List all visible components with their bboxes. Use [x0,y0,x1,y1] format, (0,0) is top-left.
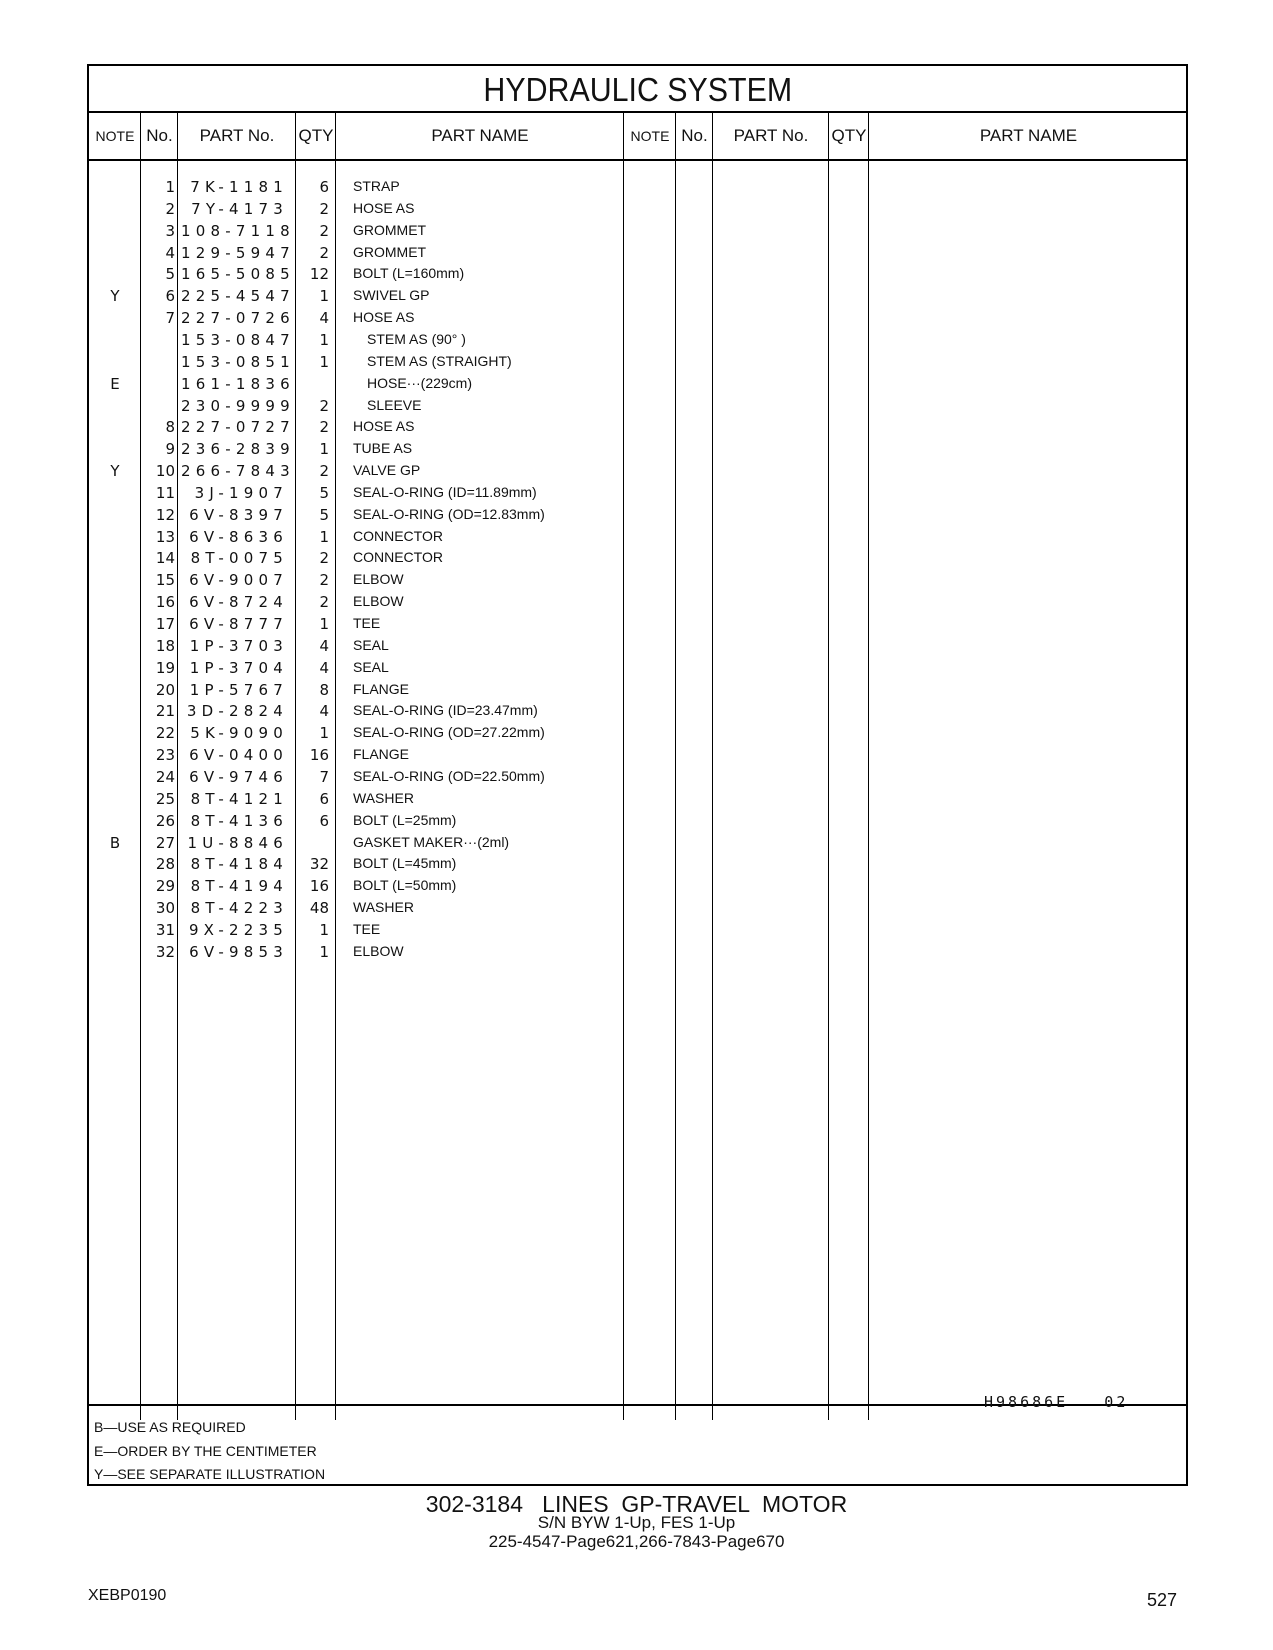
row-part-name: TUBE AS [353,440,413,457]
row-note: Y [110,287,120,306]
row-item-number: 24 [155,767,175,786]
legend-e: E—ORDER BY THE CENTIMETER [94,1443,317,1459]
row-item-number: 3 [165,221,175,240]
row-item-number: 26 [155,811,175,830]
row-part-number: 236-2839 [181,440,295,459]
row-item-number: 5 [165,265,175,284]
table-row [89,637,1186,659]
row-quantity: 16 [309,877,329,896]
row-part-name: GASKET MAKER···(2ml) [353,833,510,850]
row-quantity: 32 [309,855,329,874]
row-quantity: 5 [319,505,329,524]
row-part-name: STEM AS (90° ) [367,330,466,347]
row-part-name: GROMMET [353,243,427,260]
row-quantity: 7 [319,767,329,786]
table-row [89,855,1186,877]
table-row [89,353,1186,375]
row-quantity: 12 [309,265,329,284]
table-row [89,418,1186,440]
table-row [89,768,1186,790]
row-part-number: 108-7118 [181,221,295,240]
row-part-number: 8T-4136 [190,811,288,830]
row-part-number: 153-0851 [181,352,295,371]
row-part-name: GROMMET [353,221,427,238]
row-item-number: 8 [165,418,175,437]
header-note-left: NOTE [95,128,135,144]
header-no-left: No. [146,126,173,145]
row-quantity: 2 [319,221,329,240]
row-part-number: 153-0847 [181,330,295,349]
table-row [89,222,1186,244]
row-item-number: 4 [165,243,175,262]
row-item-number: 18 [155,636,175,655]
table-row [89,440,1186,462]
table-row [89,877,1186,899]
table-row [89,943,1186,965]
row-quantity: 1 [319,352,329,371]
row-part-name: HOSE···(229cm) [367,374,473,391]
header-part-name-left: PART NAME [431,126,529,145]
row-part-name: SEAL [353,658,389,675]
row-quantity: 16 [309,746,329,765]
column-header-row [89,113,1186,161]
row-quantity: 1 [319,724,329,743]
row-part-number: 8T-4194 [190,877,288,896]
row-item-number: 32 [155,942,175,961]
row-part-number: 8T-0075 [190,549,288,568]
section-title: HYDRAULIC SYSTEM [89,66,1186,113]
serial-range: S/N BYW 1-Up, FES 1-Up [537,1513,736,1532]
row-part-name: SEAL-O-RING (OD=22.50mm) [353,767,545,784]
row-part-number: 1P-3703 [189,636,288,655]
header-note-right: NOTE [630,128,670,144]
row-part-name: CONNECTOR [353,549,443,566]
row-item-number: 7 [165,309,175,328]
row-part-name: ELBOW [353,571,404,588]
table-row [89,506,1186,528]
row-part-number: 6V-8724 [189,593,288,612]
row-quantity: 8 [319,680,329,699]
row-item-number: 22 [155,724,175,743]
row-item-number: 2 [165,199,175,218]
row-part-name: SEAL [353,636,389,653]
page-references: 225-4547-Page621,266-7843-Page670 [488,1532,785,1551]
row-part-name: STRAP [353,178,400,194]
row-part-number: 8T-4121 [190,789,288,808]
table-row [89,702,1186,724]
row-part-number: 5K-9090 [190,724,288,743]
table-row [89,200,1186,222]
legend-b: B—USE AS REQUIRED [94,1419,246,1435]
row-item-number: 30 [155,899,175,918]
row-note: B [109,833,121,852]
row-part-name: HOSE AS [353,199,415,216]
table-row [89,571,1186,593]
row-part-name: SEAL-O-RING (OD=27.22mm) [353,724,545,741]
row-part-number: 6V-8636 [189,527,288,546]
table-row [89,287,1186,309]
table-row [89,397,1186,419]
row-quantity: 2 [319,418,329,437]
row-part-name: BOLT (L=45mm) [353,855,457,872]
row-item-number: 1 [165,178,175,196]
row-part-name: ELBOW [353,593,404,610]
row-part-name: SEAL-O-RING (ID=11.89mm) [353,483,537,500]
table-row [89,309,1186,331]
row-part-number: 1P-5767 [189,680,288,699]
row-part-number: 227-0727 [181,418,295,437]
row-part-name: HOSE AS [353,418,415,435]
row-part-number: 7Y-4173 [191,199,288,218]
table-row [89,549,1186,571]
row-part-number: 9X-2235 [188,920,288,939]
table-row [89,681,1186,703]
table-row [89,659,1186,681]
row-part-number: 6V-0400 [189,746,288,765]
row-part-number: 230-9999 [181,396,295,415]
row-item-number: 27 [155,833,175,852]
row-part-name: VALVE GP [353,462,421,479]
row-part-number: 1U-8846 [187,833,288,852]
row-part-number: 6V-9007 [189,571,288,590]
document-id: XEBP0190 [88,1587,167,1604]
row-part-number: 7K-1181 [190,178,288,196]
row-quantity: 6 [319,178,329,196]
header-part-no-left: PART No. [199,126,275,145]
row-part-number: 227-0726 [181,309,295,328]
row-part-name: SEAL-O-RING (ID=23.47mm) [353,702,538,719]
row-note: Y [110,462,120,481]
row-part-name: SEAL-O-RING (OD=12.83mm) [353,505,545,522]
row-quantity: 4 [319,658,329,677]
row-quantity: 2 [319,243,329,262]
row-item-number: 19 [155,658,175,677]
table-row [89,790,1186,812]
table-row [89,178,1186,200]
table-row [89,812,1186,834]
row-part-number: 129-5947 [181,243,295,262]
table-row [89,834,1186,856]
table-row [89,724,1186,746]
row-part-number: 8T-4184 [190,855,288,874]
row-part-name: FLANGE [353,680,410,697]
row-part-number: 6V-8397 [189,505,288,524]
row-quantity: 2 [319,462,329,481]
header-part-name-right: PART NAME [979,126,1078,145]
row-part-name: BOLT (L=160mm) [353,265,465,282]
row-note: E [110,374,120,393]
illustration-code: H98686E 02 [984,1393,1129,1411]
row-part-number: 6V-9853 [189,942,288,961]
row-part-number: 161-1836 [181,374,295,393]
header-part-no-right: PART No. [733,126,809,145]
row-item-number: 29 [155,877,175,896]
row-item-number: 14 [155,549,175,568]
row-quantity: 2 [319,396,329,415]
row-part-name: WASHER [353,899,414,916]
row-part-number: 3J-1907 [194,483,288,502]
row-part-name: HOSE AS [353,309,415,326]
row-part-number: 165-5085 [181,265,295,284]
table-row [89,528,1186,550]
table-row [89,462,1186,484]
row-quantity: 1 [319,330,329,349]
row-part-name: CONNECTOR [353,527,443,544]
table-row [89,244,1186,266]
row-part-name: SLEEVE [367,396,422,413]
row-item-number: 28 [155,855,175,874]
row-item-number: 13 [155,527,175,546]
row-part-number: 6V-9746 [189,767,288,786]
row-part-name: BOLT (L=50mm) [353,877,457,894]
page-number: 527 [1147,1590,1178,1610]
row-item-number: 31 [155,920,175,939]
row-item-number: 9 [165,440,175,459]
row-quantity: 4 [319,636,329,655]
row-quantity: 1 [319,287,329,306]
row-quantity: 4 [319,309,329,328]
row-part-name: TEE [353,920,381,937]
row-quantity: 2 [319,593,329,612]
row-item-number: 10 [155,462,175,481]
row-part-name: BOLT (L=25mm) [353,811,457,828]
row-quantity: 6 [319,789,329,808]
table-row [89,331,1186,353]
table-row [89,484,1186,506]
row-quantity: 2 [319,571,329,590]
row-quantity: 2 [319,199,329,218]
table-row [89,921,1186,943]
row-quantity: 1 [319,920,329,939]
table-row [89,593,1186,615]
row-part-name: ELBOW [353,942,404,959]
table-row [89,265,1186,287]
row-item-number: 15 [155,571,175,590]
row-item-number: 20 [155,680,175,699]
row-item-number: 21 [155,702,175,721]
row-part-name: FLANGE [353,746,410,763]
row-quantity: 1 [319,615,329,633]
header-qty-left: QTY [298,126,334,145]
group-title: 302-3184 LINES GP-TRAVEL MOTOR [425,1491,848,1517]
row-part-number: 1P-3704 [189,658,288,677]
header-no-right: No. [681,126,708,145]
row-quantity: 1 [319,942,329,961]
row-part-number: 8T-4223 [190,899,288,918]
row-item-number: 16 [155,593,175,612]
parts-table-frame [87,64,1188,1486]
table-row [89,746,1186,768]
row-part-number: 6V-8777 [189,615,288,633]
row-quantity: 4 [319,702,329,721]
row-item-number: 23 [155,746,175,765]
legend-y: Y—SEE SEPARATE ILLUSTRATION [94,1466,326,1482]
row-quantity: 6 [319,811,329,830]
row-item-number: 25 [155,789,175,808]
row-quantity: 1 [319,440,329,459]
table-row [89,615,1186,637]
row-item-number: 6 [165,287,175,306]
row-item-number: 17 [155,615,175,633]
table-row [89,375,1186,397]
row-part-name: WASHER [353,789,414,806]
row-part-name: SWIVEL GP [353,287,430,304]
row-item-number: 11 [155,483,175,502]
row-part-number: 266-7843 [181,462,295,481]
row-part-number: 3D-2824 [186,702,288,721]
row-quantity: 1 [319,527,329,546]
row-quantity: 2 [319,549,329,568]
row-part-name: TEE [353,615,381,631]
header-qty-right: QTY [831,126,867,145]
table-row [89,899,1186,921]
row-item-number: 12 [155,505,175,524]
row-part-number: 225-4547 [181,287,295,306]
row-quantity: 5 [319,483,329,502]
row-part-name: STEM AS (STRAIGHT) [367,352,512,369]
row-quantity: 48 [309,899,329,918]
